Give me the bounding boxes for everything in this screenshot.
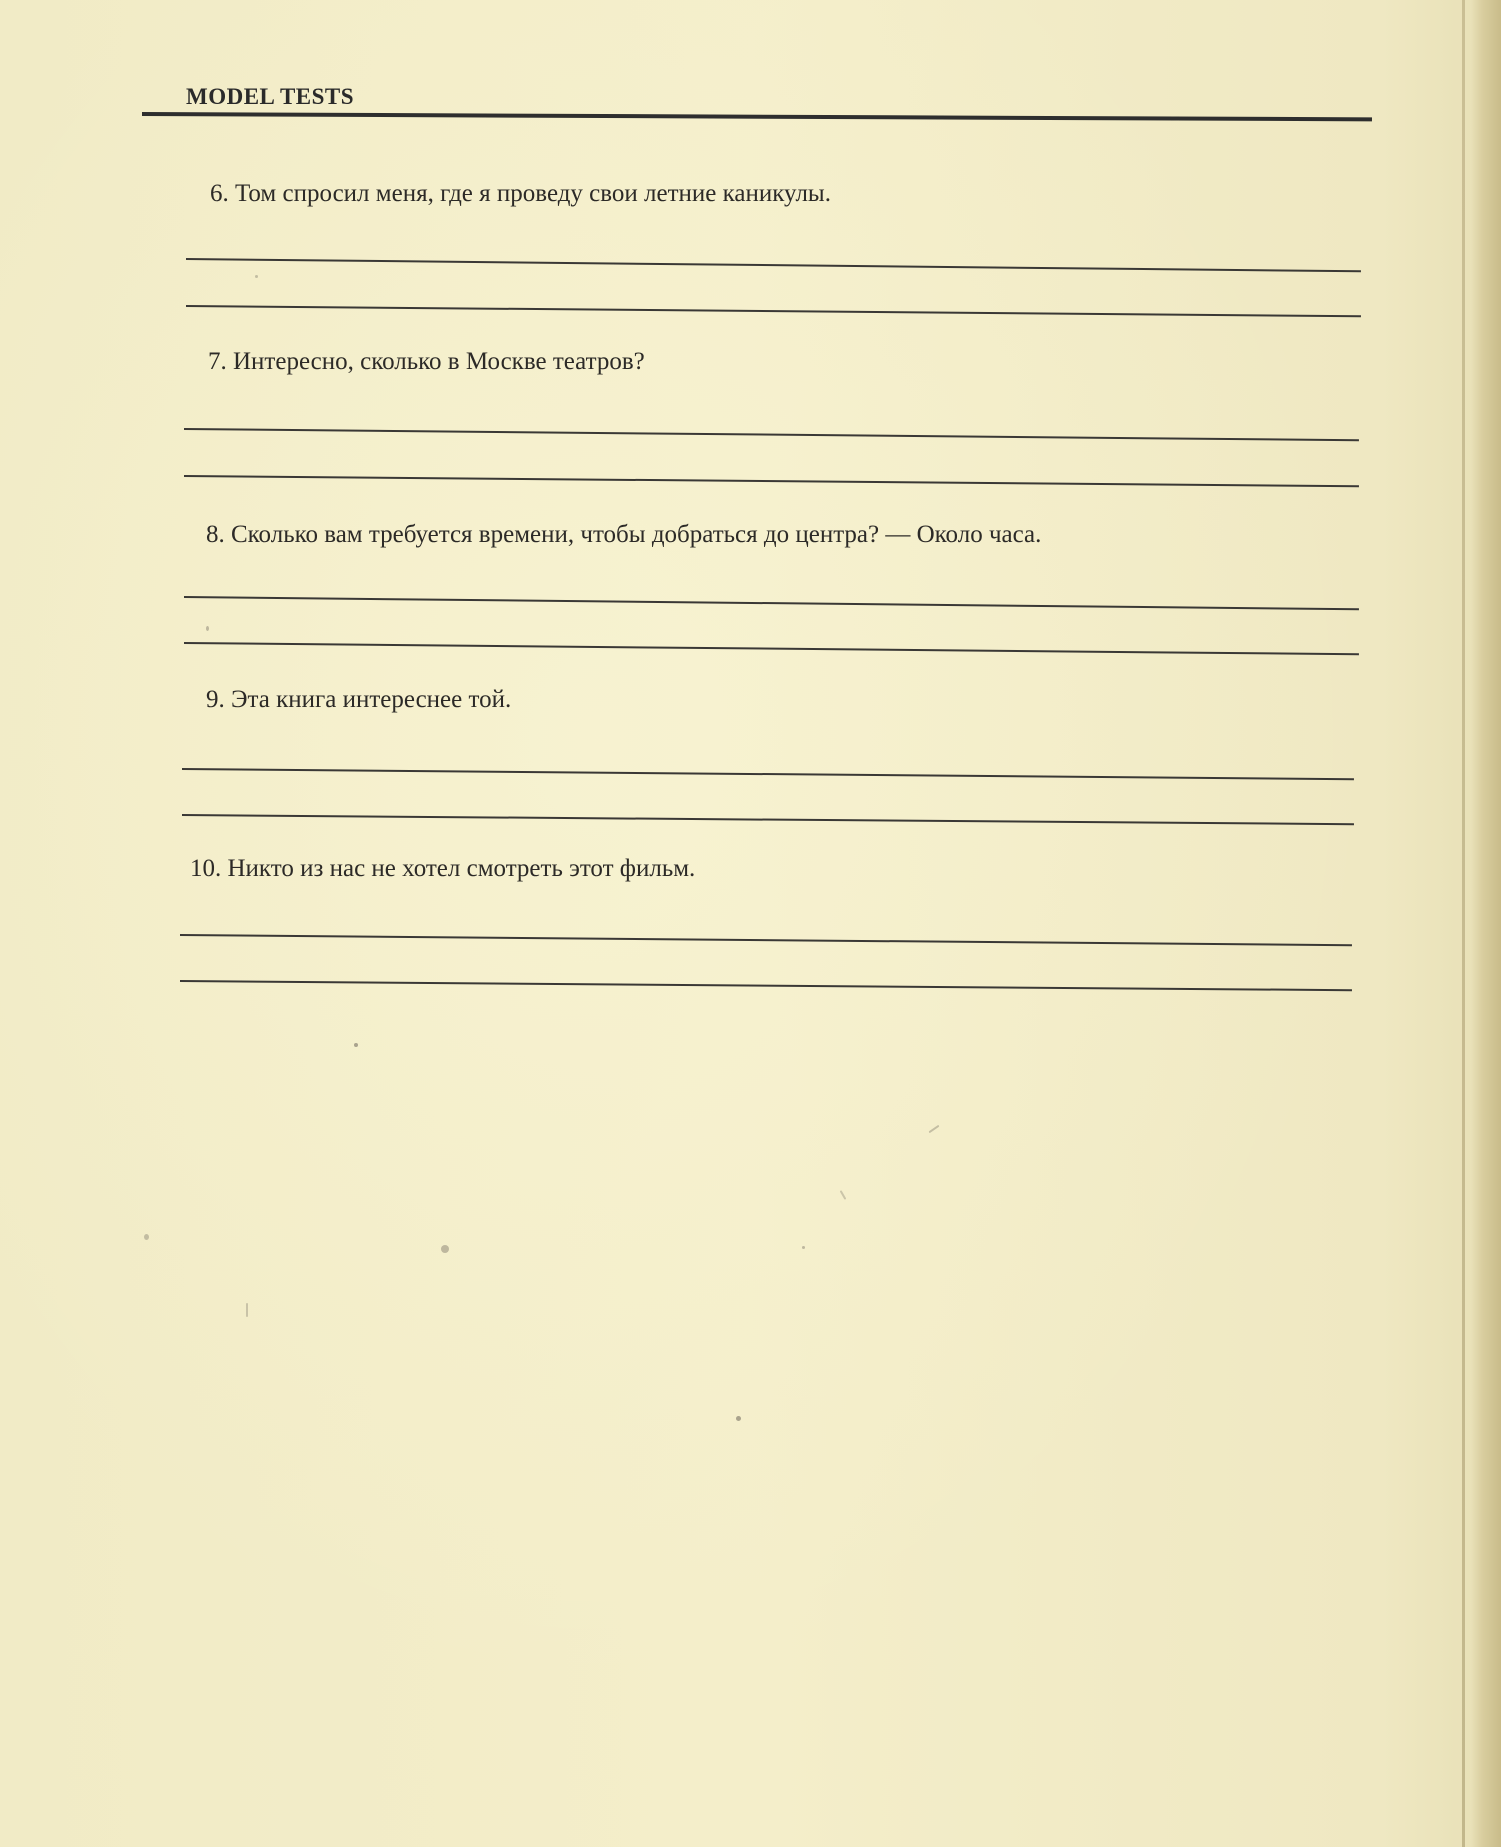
answer-line [180, 980, 1352, 991]
paper-speck [802, 1246, 805, 1249]
answer-line [186, 258, 1361, 272]
answer-line [184, 428, 1359, 441]
paper-speck [840, 1190, 847, 1200]
paper-speck [246, 1303, 248, 1317]
page-edge [1462, 0, 1465, 1847]
question-9: 9. Эта книга интереснее той. [206, 686, 512, 713]
header-rule [142, 112, 1372, 121]
answer-line [184, 475, 1359, 487]
answer-line [186, 305, 1361, 317]
question-10: 10. Никто из нас не хотел смотреть этот фильм. [190, 855, 696, 882]
running-header: MODEL TESTS [186, 84, 355, 109]
paper-speck [354, 1043, 358, 1047]
answer-line [182, 814, 1354, 825]
page-spine-shadow [1471, 0, 1501, 1847]
paper-speck [736, 1416, 741, 1421]
paper-speck [206, 626, 209, 631]
answer-line [180, 934, 1352, 946]
question-7: 7. Интересно, сколько в Москве театров? [208, 348, 645, 375]
question-8: 8. Сколько вам требуется времени, чтобы добраться до центра? — Около часа. [206, 521, 1042, 548]
paper-speck [255, 275, 258, 278]
answer-line [184, 642, 1359, 655]
answer-line [184, 596, 1359, 610]
paper-speck [929, 1125, 940, 1134]
paper-speck [441, 1245, 449, 1253]
question-6: 6. Том спросил меня, где я проведу свои летние каникулы. [210, 180, 831, 207]
paper-speck [144, 1234, 149, 1240]
answer-line [182, 768, 1354, 780]
